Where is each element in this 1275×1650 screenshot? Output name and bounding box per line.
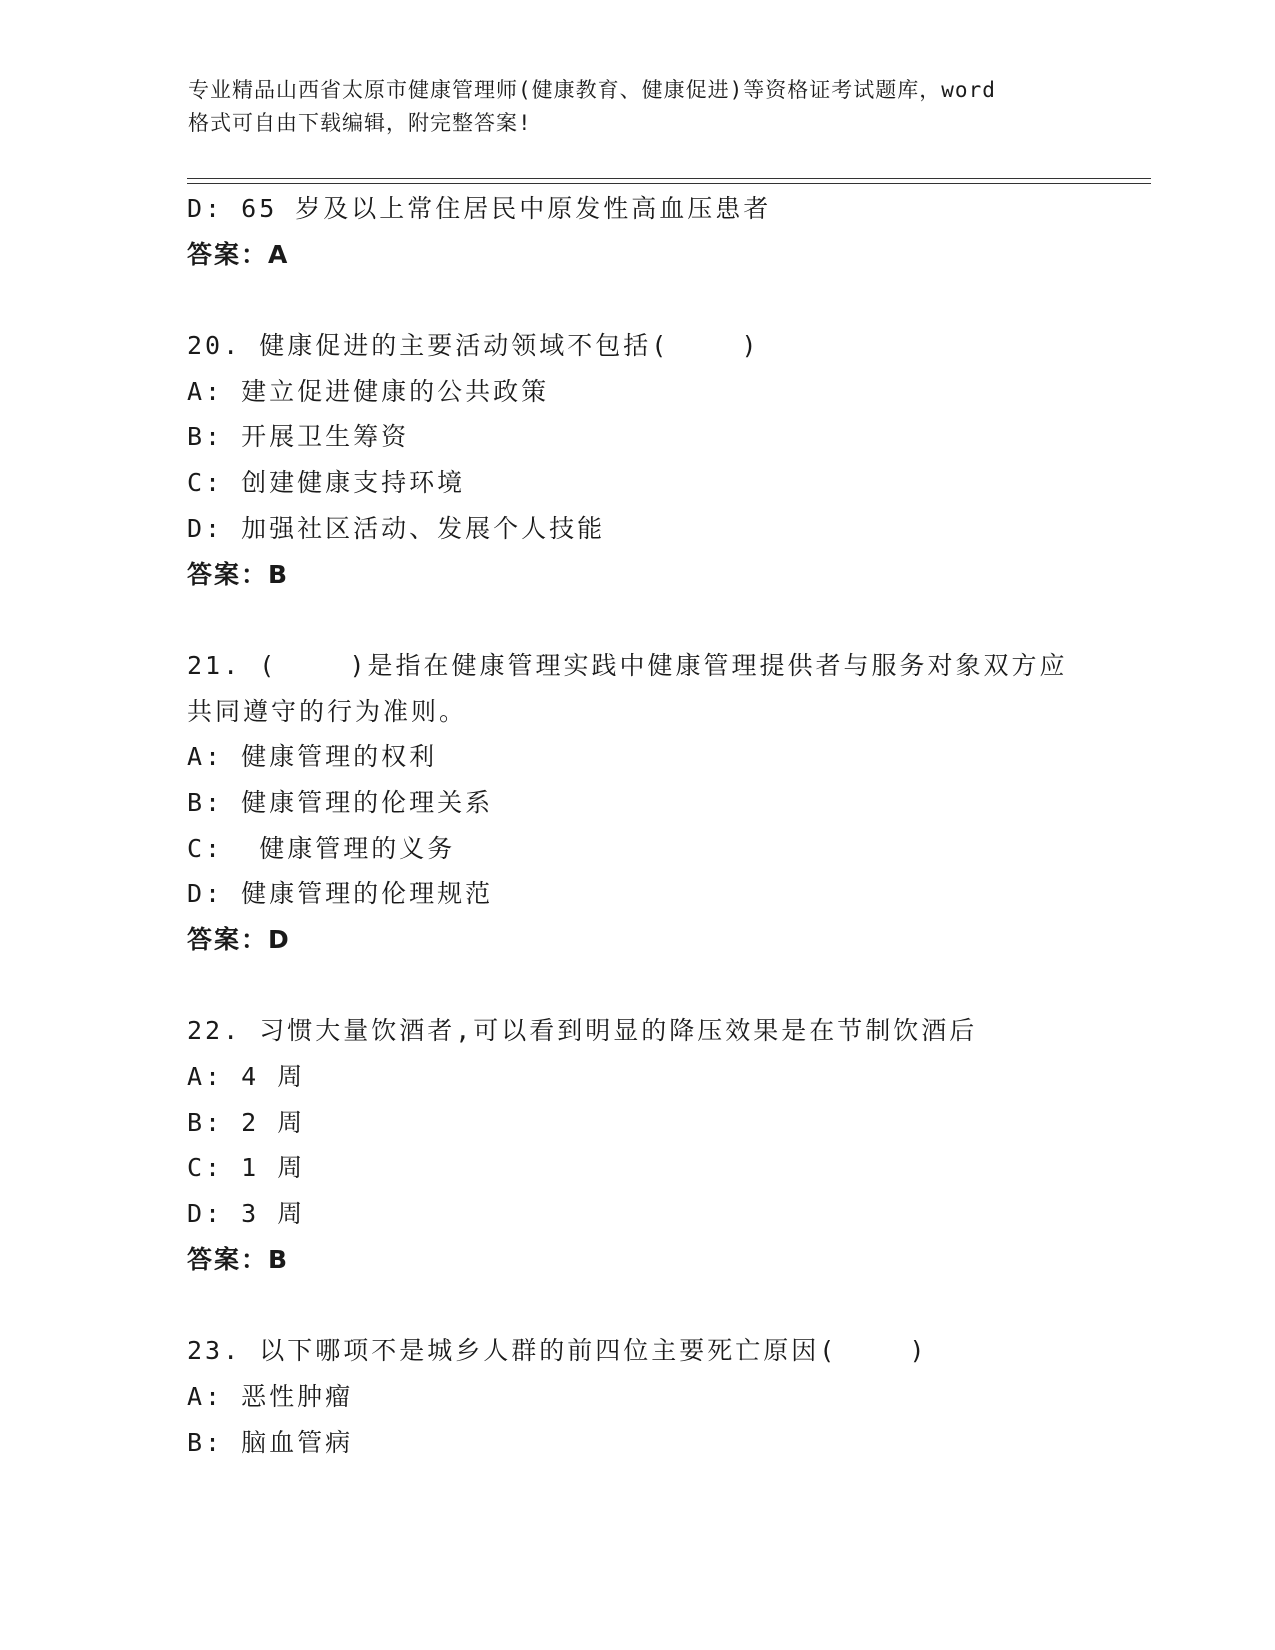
option-c: C: 创建健康支持环境 [187, 468, 466, 498]
answer: 答案：B [187, 1244, 290, 1274]
option-a: A: 建立促进健康的公共政策 [187, 376, 550, 406]
answer: 答案：D [187, 925, 291, 954]
option-d: D: 健康管理的伦理规范 [187, 879, 494, 909]
option-b: B: 脑血管病 [187, 1427, 354, 1457]
option-c: C: 1 周 [187, 1153, 306, 1183]
spacer [187, 277, 1147, 323]
question-stem-line-1: 21. ( )是指在健康管理实践中健康管理提供者与服务对象双方应 [187, 650, 1068, 680]
question-19 [187, 186, 1147, 277]
option-d: D: 加强社区活动、发展个人技能 [187, 513, 606, 543]
question-stem: 23. 以下哪项不是城乡人群的前四位主要死亡原因( ) [187, 1336, 928, 1366]
question-stem: 22. 习惯大量饮酒者,可以看到明显的降压效果是在节制饮酒后 [187, 1016, 978, 1046]
question-23 [187, 1328, 1147, 1465]
spacer [187, 597, 1147, 643]
header-divider-top [187, 178, 1151, 179]
question-21 [187, 643, 1147, 963]
answer: 答案：A [187, 239, 290, 269]
option-d: D: 3 周 [187, 1199, 306, 1229]
page-header [188, 74, 1088, 140]
question-22 [187, 1008, 1147, 1282]
answer: 答案：B [187, 559, 290, 589]
option-b: B: 开展卫生筹资 [187, 422, 410, 452]
question-20 [187, 323, 1147, 597]
question-stem: 20. 健康促进的主要活动领域不包括( ) [187, 331, 760, 361]
header-line-2: 格式可自由下载编辑，附完整答案! [188, 111, 532, 135]
option-a: A: 恶性肿瘤 [187, 1381, 354, 1411]
option-b: B: 健康管理的伦理关系 [187, 787, 494, 817]
spacer [187, 1283, 1147, 1329]
header-divider-bottom [187, 183, 1151, 184]
option-d: D: 65 岁及以上常住居民中原发性高血压患者 [187, 194, 772, 223]
spacer [187, 963, 1147, 1009]
header-line-1: 专业精品山西省太原市健康管理师(健康教育、健康促进)等资格证考试题库，word [188, 78, 996, 102]
question-stem-line-2: 共同遵守的行为准则。 [187, 696, 468, 726]
option-c: C: 健康管理的义务 [187, 833, 456, 863]
question-list [187, 186, 1147, 1465]
option-b: B: 2 周 [187, 1107, 306, 1137]
option-a: A: 4 周 [187, 1062, 306, 1092]
option-a: A: 健康管理的权利 [187, 742, 438, 772]
